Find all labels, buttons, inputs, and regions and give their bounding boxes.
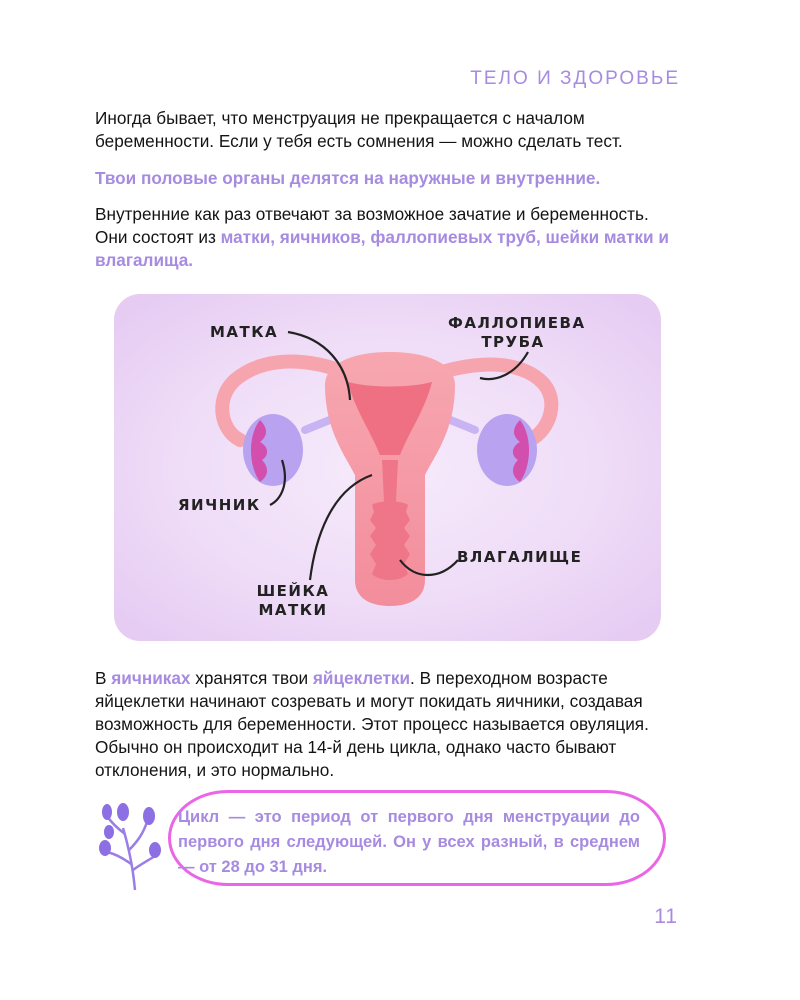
label-cervix-line2: МАТКИ (258, 601, 328, 619)
ovulation-text-2: хранятся твои (190, 668, 313, 688)
organs-text: Внутренние как раз отвечают за возможное зачатие и беременность. Они состоят из (95, 204, 649, 247)
intro-text: Иногда бывает, что менструация не прекращается с началом беременности. Если у тебя есть сомнения — можно сделать тест. (95, 108, 623, 151)
label-ovary: ЯИЧНИК (178, 496, 261, 514)
label-vagina: ВЛАГАЛИЩЕ (457, 548, 583, 566)
callout-text: Цикл — это период от первого дня менструации до первого дня следующей. Он у всех разный, в среднем — от 28 до 31 дня. (178, 808, 640, 876)
ovulation-text-3: . В переходном возрасте яйцеклетки начинают созревать и могут покидать яичники, создавая возможность для беременности. Этот процесс называется овуляция. Обычно он происходит на 14-й день цикла, однако часто бывают отклонения, и это нормально. (95, 668, 649, 780)
eggs-highlight: яйцеклетки (312, 668, 411, 688)
intro-paragraph (95, 107, 685, 153)
reproductive-organs-diagram (110, 290, 665, 645)
ovaries-highlight: яичниках (111, 668, 191, 688)
cervix-canal (382, 460, 398, 502)
diagram-illustration (110, 290, 665, 645)
organs-paragraph (95, 203, 685, 272)
ovulation-text-1: В (95, 668, 112, 688)
label-fallopian-tube-line1: ФАЛЛОПИЕВА (448, 314, 586, 332)
vagina-canal (370, 501, 410, 580)
page-number: 11 (654, 905, 678, 928)
organs-highlight: матки, яичников, фаллопиевых труб, шейки матки и влагалища. (95, 227, 669, 270)
label-uterus: МАТКА (210, 323, 279, 341)
lead-sentence: Твои половые органы делятся на наружные и внутренние. (95, 168, 601, 188)
label-fallopian-tube (448, 314, 586, 352)
label-cervix-line1: ШЕЙКА (256, 582, 330, 600)
label-cervix (248, 582, 338, 620)
ovulation-paragraph (95, 667, 685, 782)
label-fallopian-tube-line2: ТРУБА (481, 333, 545, 351)
section-title: ТЕЛО И ЗДОРОВЬЕ (470, 68, 680, 89)
flower-icon (95, 798, 167, 890)
